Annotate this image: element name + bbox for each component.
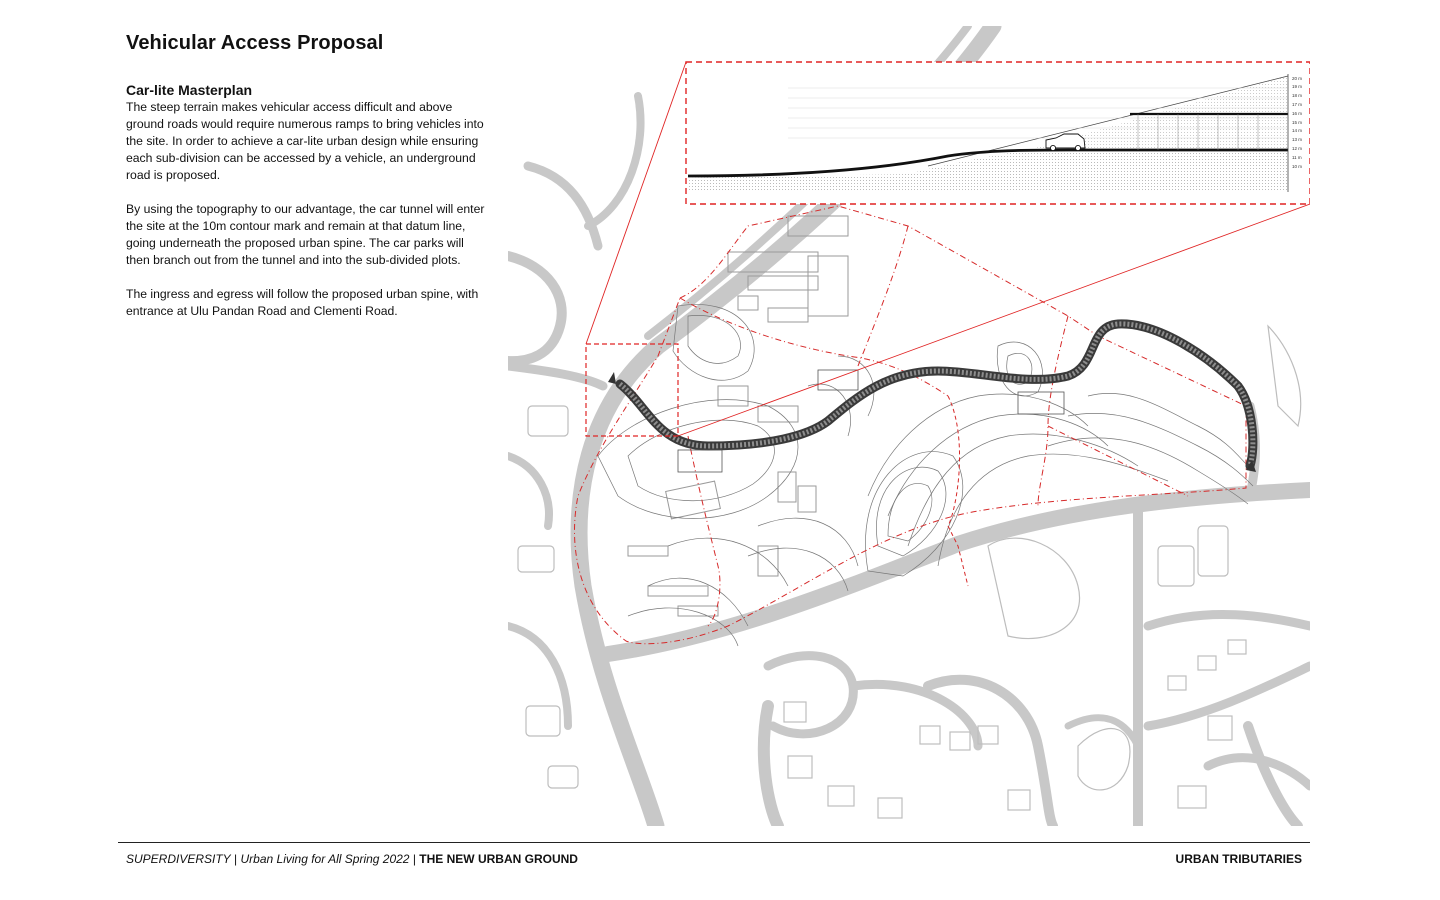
footer-project: SUPERDIVERSITY [126,852,231,866]
scale-label: 10 m [1292,164,1303,169]
scale-label: 14 m [1292,128,1303,133]
scale-label: 17 m [1292,102,1303,107]
scale-label: 16 m [1292,111,1303,116]
scale-label: 18 m [1292,93,1303,98]
scale-label: 15 m [1292,120,1303,125]
paragraph-tunnel: By using the topography to our advantage, the car tunnel will enter the site at the 10m contour mark and remain at that datum line, going underneath the proposed urban spine. The car parks will then branch out from the tunnel and into the sub-divided plots. [126,202,485,267]
footer-divider [118,842,1310,843]
page-title: Vehicular Access Proposal [126,32,384,54]
footer-course: Urban Living for All Spring 2022 [240,852,410,866]
section-callout [586,62,1310,436]
footer-theme: THE NEW URBAN GROUND [419,852,578,866]
paragraph-access: The ingress and egress will follow the proposed urban spine, with entrance at Ulu Pandan Road and Clementi Road. [126,287,479,318]
paragraph-terrain: The steep terrain makes vehicular access difficult and above ground roads would require numerous ramps to bring vehicles into the site. In order to achieve a car-lite urban design while ensuring each sub-division can be accessed by a vehicle, an underground road is proposed. [126,100,484,182]
description-column [126,82,486,337]
footer-left [126,852,578,866]
masterplan-drawing [508,26,1310,826]
scale-label: 11 m [1292,155,1302,160]
footer-separator: | [409,852,420,866]
entrance-marker-icon [608,372,616,384]
section-heading: Car-lite Masterplan [126,82,253,98]
scale-label: 13 m [1292,137,1303,142]
footer-right: URBAN TRIBUTARIES [1175,852,1302,866]
masterplan-figure [508,26,1310,826]
scale-label: 19 m [1292,84,1303,89]
scale-label: 20 m [1292,76,1303,81]
footer-separator: | [230,852,241,866]
scale-label: 12 m [1292,146,1303,151]
underground-tunnel [608,324,1256,472]
